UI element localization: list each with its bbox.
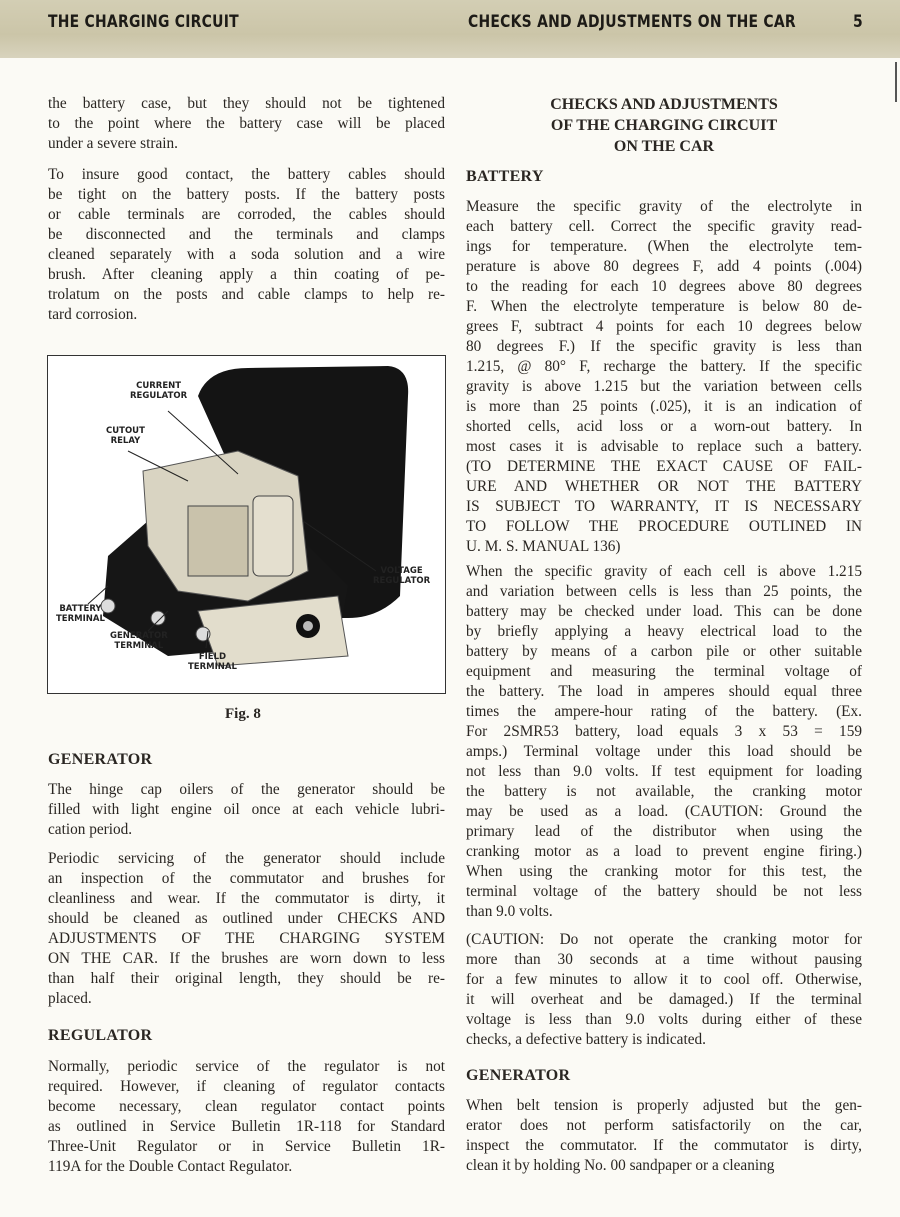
scan-edge-mark — [895, 62, 897, 102]
text-line: more than 30 seconds at a time without pausing — [466, 951, 862, 968]
text-line: cation period. — [48, 821, 133, 838]
text-line: the battery is not available, the cranking motor — [466, 783, 862, 800]
text-line: The hinge cap oilers of the generator should be — [48, 781, 445, 798]
text-line: gravity is above 1.215 but the variation between cells — [466, 378, 862, 395]
running-head-left: THE CHARGING CIRCUIT — [48, 12, 239, 32]
text-line: shorted cells, acid loss or a worn-out battery. In — [466, 418, 862, 435]
text-line: under a severe strain. — [48, 135, 178, 152]
text-line: battery by means of a carbon pile or other suitable — [466, 643, 862, 660]
text-line: be tight on the battery posts. If the battery posts — [48, 186, 445, 203]
paragraph — [466, 562, 862, 922]
paragraph — [466, 930, 862, 1050]
text-line: grees F, subtract 4 points for each 10 degrees below — [466, 318, 862, 335]
text-line: For 2SMR53 battery, load equals 3 x 53 = 159 — [466, 723, 862, 740]
text-line: the battery case, but they should not be tightened — [48, 95, 445, 112]
text-line: placed. — [48, 990, 92, 1007]
text-line: primary lead of the distributor when using the — [466, 823, 862, 840]
text-line: amps.) Terminal voltage under this load should be — [466, 743, 862, 760]
text-line: required. However, if cleaning of regulator contacts — [48, 1078, 445, 1095]
text-line: trolatum on the posts and cable clamps to help re- — [48, 286, 445, 303]
text-line: cleanliness and wear. If the commutator is dirty, it — [48, 890, 445, 907]
label-voltage-regulator: VOLTAGE REGULATOR — [373, 566, 431, 586]
text-line: tard corrosion. — [48, 306, 138, 323]
running-head-right: CHECKS AND ADJUSTMENTS ON THE CAR — [468, 12, 796, 32]
paragraph — [48, 849, 445, 1009]
text-line: than half their original length, they should be re- — [48, 970, 445, 987]
text-line: inspect the commutator. If the commutator is dirty, — [466, 1137, 862, 1154]
heading-regulator: REGULATOR — [48, 1027, 153, 1044]
text-line: terminal voltage of the battery should be not less — [466, 883, 862, 900]
text-line: is more than 25 points (.025), it is an indication of — [466, 398, 862, 415]
text-line: URE AND WHETHER OR NOT THE BATTERY — [466, 478, 862, 495]
text-line: erator does not perform satisfactorily on the car, — [466, 1117, 862, 1134]
heading-generator-checks: GENERATOR — [466, 1067, 571, 1084]
label-current-regulator: CURRENT REGULATOR — [130, 381, 188, 401]
text-line: F. When the electrolyte temperature is below 80 de- — [466, 298, 862, 315]
text-line: cranking motor as a load to prevent engine firing.) — [466, 843, 862, 860]
text-line: ADJUSTMENTS OF THE CHARGING SYSTEM — [48, 930, 445, 947]
text-line: to the point where the battery case will be placed — [48, 115, 445, 132]
text-line: cleaned separately with a soda solution and a wire — [48, 246, 445, 263]
text-line: each battery cell. Correct the specific gravity read- — [466, 218, 862, 235]
text-line: To insure good contact, the battery cables should — [48, 166, 445, 183]
text-line: times the ampere-hour rating of the battery. (Ex. — [466, 703, 862, 720]
text-line: may be used as a load. (CAUTION: Ground the — [466, 803, 862, 820]
text-line: than 9.0 volts. — [466, 903, 553, 920]
text-line: perature is above 80 degrees F, add 4 points (.004) — [466, 258, 862, 275]
text-line: brush. After cleaning apply a thin coating of pe- — [48, 266, 445, 283]
regulator-illustration — [48, 356, 445, 693]
text-line: most cases it is advisable to replace such a battery. — [466, 438, 862, 455]
page-number: 5 — [853, 12, 863, 32]
section-title: CHECKS AND ADJUSTMENTS OF THE CHARGING CIRCUIT ON THE CAR — [550, 96, 778, 155]
label-battery-terminal: BATTERY TERMINAL — [56, 604, 105, 624]
paragraph — [466, 1096, 862, 1176]
text-line: not less than 9.0 volts. If test equipment for loading — [466, 763, 862, 780]
text-line: Measure the specific gravity of the electrolyte in — [466, 198, 862, 215]
text-line: the battery. The load in amperes should equal three — [466, 683, 862, 700]
text-line: (TO DETERMINE THE EXACT CAUSE OF FAIL- — [466, 458, 862, 475]
text-line: 80 degrees F.) If the specific gravity is less than — [466, 338, 862, 355]
heading-generator: GENERATOR — [48, 751, 153, 768]
paragraph — [48, 780, 445, 840]
text-line: be disconnected and the terminals and clamps — [48, 226, 445, 243]
text-line: battery may be checked under load. This can be done — [466, 603, 862, 620]
text-line: and variation between cells is less than 25 points, the — [466, 583, 862, 600]
label-field-terminal: FIELD TERMINAL — [188, 652, 237, 672]
text-line: TO FOLLOW THE PROCEDURE OUTLINED IN — [466, 518, 862, 535]
text-line: become necessary, clean regulator contact points — [48, 1098, 445, 1115]
text-line: clean it by holding No. 00 sandpaper or a cleaning — [466, 1157, 775, 1174]
text-line: ings for temperature. (When the electrolyte tem- — [466, 238, 862, 255]
label-generator-terminal: GENERATOR TERMINAL — [110, 631, 168, 651]
text-line: checks, a defective battery is indicated. — [466, 1031, 706, 1048]
figure-caption: Fig. 8 — [225, 706, 261, 722]
text-line: an inspection of the commutator and brushes for — [48, 870, 445, 887]
label-cutout-relay: CUTOUT RELAY — [106, 426, 145, 446]
text-line: filled with light engine oil once at each vehicle lubri- — [48, 801, 445, 818]
text-line: by briefly applying a heavy electrical load to the — [466, 623, 862, 640]
text-line: 1.215, @ 80° F, recharge the battery. If the specific — [466, 358, 862, 375]
text-line: equipment and measuring the terminal voltage of — [466, 663, 862, 680]
text-line: it will overheat and be damaged.) If the terminal — [466, 991, 862, 1008]
paragraph — [48, 1057, 445, 1177]
text-line: for a few minutes to allow it to cool off. Otherwise, — [466, 971, 862, 988]
text-line: should be cleaned as outlined under CHECKS AND — [48, 910, 445, 927]
figure-regulator — [47, 355, 446, 694]
text-line: as outlined in Service Bulletin 1R-118 for Standard — [48, 1118, 445, 1135]
text-line: Periodic servicing of the generator should include — [48, 850, 445, 867]
text-line: When belt tension is properly adjusted but the gen- — [466, 1097, 862, 1114]
text-line: Normally, periodic service of the regulator is not — [48, 1058, 445, 1075]
paragraph — [48, 165, 445, 325]
text-line: to the reading for each 10 degrees above 80 degrees — [466, 278, 862, 295]
page-header — [0, 0, 900, 58]
text-line: When using the cranking motor for this test, the — [466, 863, 862, 880]
text-line: When the specific gravity of each cell is above 1.215 — [466, 563, 862, 580]
heading-battery: BATTERY — [466, 168, 544, 185]
text-line: Three-Unit Regulator or in Service Bulletin 1R- — [48, 1138, 445, 1155]
text-line: or cable terminals are corroded, the cables should — [48, 206, 445, 223]
text-line: ON THE CAR. If the brushes are worn down to less — [48, 950, 445, 967]
text-line: voltage is less than 9.0 volts during either of these — [466, 1011, 862, 1028]
paragraph — [48, 94, 445, 154]
text-line: U. M. S. MANUAL 136) — [466, 538, 621, 555]
text-line: 119A for the Double Contact Regulator. — [48, 1158, 293, 1175]
text-line: IS SUBJECT TO WARRANTY, IT IS NECESSARY — [466, 498, 862, 515]
paragraph — [466, 197, 862, 557]
text-line: (CAUTION: Do not operate the cranking motor for — [466, 931, 862, 948]
